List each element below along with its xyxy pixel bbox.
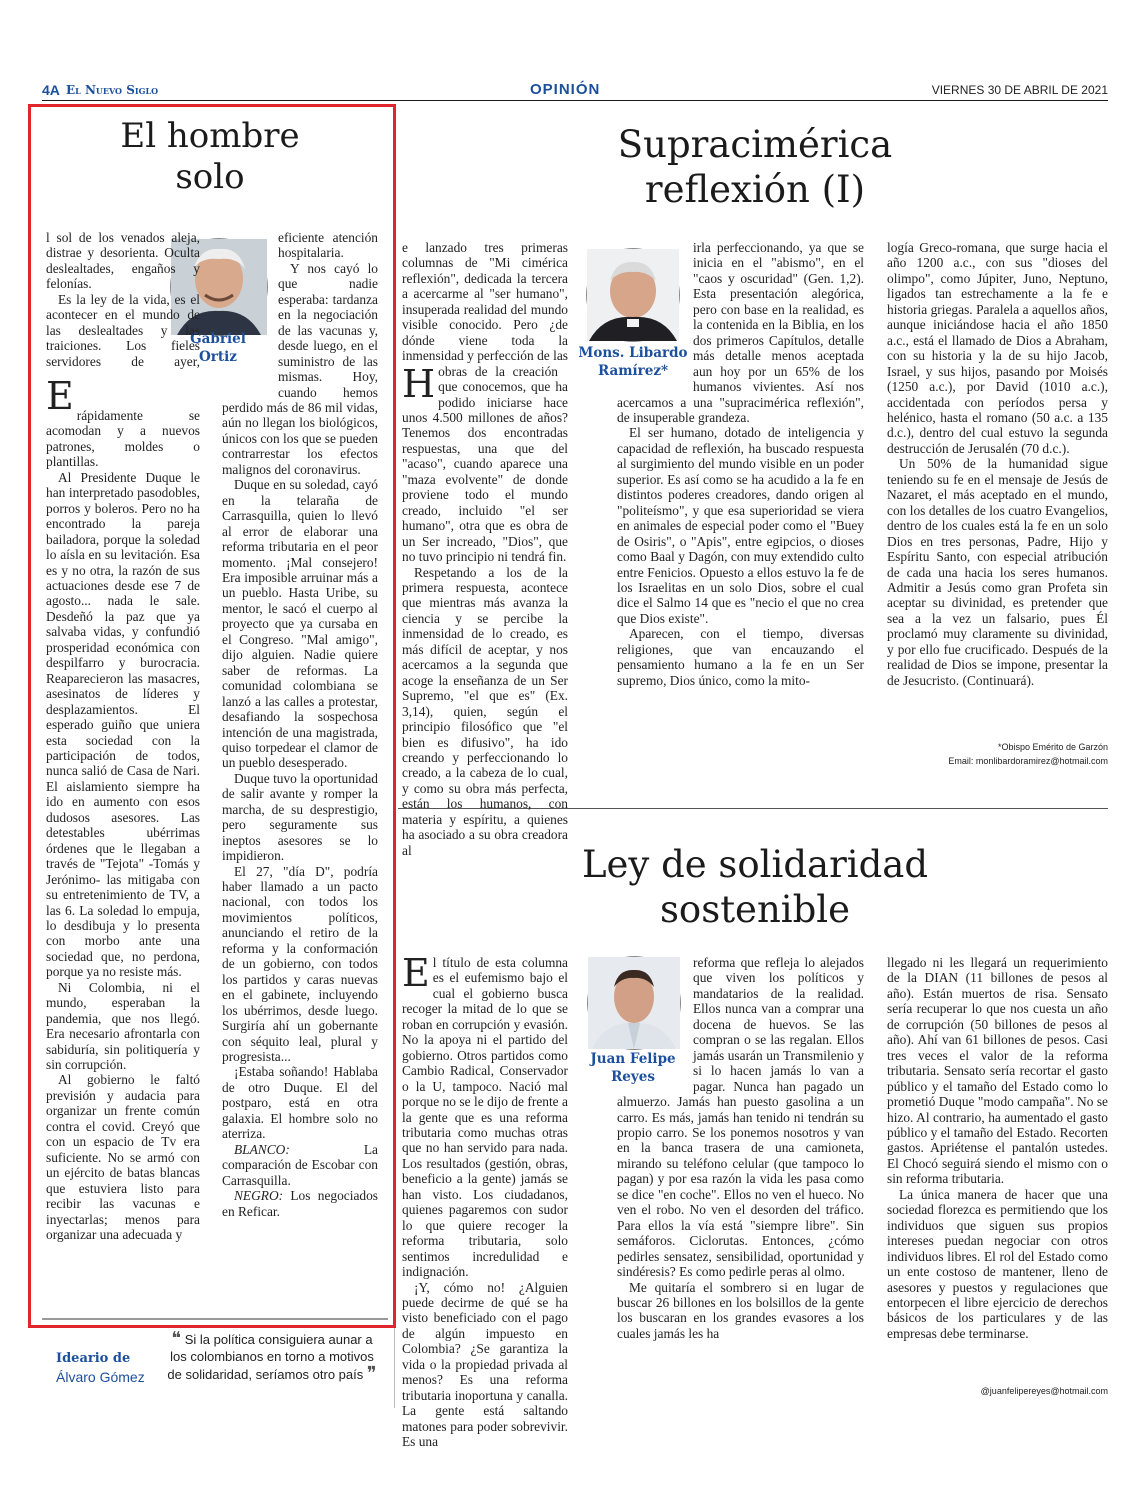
- open-quote-icon: ❝: [171, 1328, 182, 1348]
- paragraph: Duque en su soledad, cayó en la telaraña de Carrasquilla, quien lo llevó al error de elaborar una reforma tributaria en el peor momento. ¡Mal consejero! Era imposible arruinar más a un pueblo. Hasta Uribe, su mentor, le sacó el cuerpo al proyecto que ya cursaba en el Congreso. "Mal amigo", dijo alguien. Nadie quiere saber de reformas. La comunidad colombiana se lanzó a las calles a protestar, desafiando la sospechosa intención de una magistrada, quiso torpedear el clamor de un pueblo desesperado.: [222, 477, 378, 771]
- paragraph: eficiente atención hospitalaria.: [278, 230, 378, 261]
- paragraph: e lanzado tres primeras columnas de "Mi cimérica reflexión", dedicada la tercera a acercarme al "ser humano", insuperada realidad del mundo visible conocido. Pero ¿de dónde viene toda la inmensidad y perfección de las obras de la creación que conocemos, que ha podido iniciarse hace unos 4.500 millones de años? Tenemos dos encontradas respuestas, una que del "acaso", cuando aparece una "maza evolvente" de donde proviene todo el mundo creado, incluido "el ser humano", otra que es obra de un Ser increado, "Dios", que no tuvo principio ni tendrá fin.: [402, 240, 568, 565]
- article2-title: Supracimérica reflexión (I): [617, 123, 893, 212]
- article3-column-1: [402, 951, 568, 1450]
- paragraph: Un 50% de la humanidad sigue teniendo su fe en el mensaje de Jesús de Nazaret, el más aceptado en el mundo, con los detalles de los cuatro Evangelios, dentro de los cuales está la fe en un solo Dios en tres personas, Padre, Hijo y Espíritu Santo, con especial atribución de cada una hacia los seres humanos. Admitir a Jesús como gran Profeta sin aceptar su divinidad, es pretender que sea a la vez un falsario, pues Él proclamó muy claramente su divinidad, y por ello fue crucificado. Después de la realidad de Dios se impone, presentar la de Jesucristo. (Continuará).: [887, 456, 1108, 688]
- paragraph: Respetando a los de la primera respuesta, acontece que mientras más avanza la ciencia y se percibe la inmensidad de lo creado, es más difícil de aceptar, y nos acercamos a la segunda que acoge la enseñanza de un Ser Supremo, "el que es" (Ex. 3,14), quien, según el principio filosófico que "el bien es difusivo", ha ido creando y perfeccionando lo creado, a la cabeza de lo cual, y como su obra más perfecta, están los humanos, con materia y espíritu, a quienes ha asociado a su obra creadora al: [402, 564, 568, 858]
- article2-column-1: [402, 240, 568, 858]
- article2-column-3: [887, 240, 1108, 735]
- article3-signature: @juanfelipereyes@hotmail.com: [980, 1386, 1108, 1396]
- ideario-divider: [42, 1318, 388, 1320]
- paragraph: Es la ley de la vida, es el acontecer en el mundo de las deslealtades y las traiciones. Los fieles servidores de ayer, rápidamente se acomodan y a nuevos patrones, moldes o plantillas.: [46, 291, 200, 470]
- paragraph: Duque tuvo la oportunidad de salir avante y romper la marcha, de su desprestigio, pero seguramente sus ineptos asesores se lo impidieron.: [222, 770, 378, 864]
- ideario-label: Ideario de Álvaro Gómez: [56, 1351, 145, 1385]
- article1-dropcap: E: [46, 374, 74, 418]
- article2-column-2: [617, 240, 864, 770]
- article3-title: Ley de solidaridad sostenible: [581, 843, 929, 932]
- article1-column-right: [222, 230, 378, 1290]
- article1-title: El hombre solo: [120, 116, 300, 198]
- newspaper-name: El Nuevo Siglo: [66, 83, 159, 97]
- paragraph: irla perfeccionando, ya que se inicia en el "abismo", en el "caos y oscuridad" (Gen. 1,2). Esta presentación alegórica, pero con base en la realidad, es la contenida en la Biblia, en los dos primeros Capítulos, detalle más detalle menos aceptada aun hoy por un 65% de los humanos vivientes. Así nos acercamos a una "supracimérica reflexión", de insuperable grandeza.: [617, 240, 864, 425]
- paragraph: l título de esta columna es el eufemismo bajo el cual el gobierno busca recoger la mitad de lo que se roban en corrupción y evasión. No la apoya ni el partido del gobierno. Otros partidos como Cambio Radical, Conservador o la U, tampoco. Nació mal porque no se le dijo de frente a la gente que es una reforma tributaria como muchas otras que no han servido para nada. Los resultados (gestión, obras, beneficio a la gente) jamás se han visto. Los ciudadanos, quienes pagaremos con sudor lo que quiere recoger la reforma tributaria, solo sentimos incredulidad e indignación.: [402, 955, 568, 1280]
- ideario-quote: ❝ Si la política consiguiera aunar a los colombianos en torno a motivos de solidaridad, seríamos otro país ❞: [167, 1328, 377, 1383]
- header-rule: [42, 100, 1108, 101]
- article3-byline: Juan Felipe Reyes: [590, 1051, 676, 1085]
- paragraph: llegado ni les llegará un requerimiento de la DIAN (11 billones de pesos al año). Están muertos de risa. Sensato sería recuperar lo que nos cuesta un año de corrupción (50 billones de pesos al año). Ahí van 61 billones de pesos. Casi tres veces el valor de la reforma tributaria. Sensato sería recortar el gasto público y el tamaño del Estado como lo prometió Duque "modo campaña". No se hizo. Al contrario, ha aumentado el gasto público y el tamaño del Estado. Recorten gastos. Apriétense el pantalón ustedes. El Chocó seguirá siendo el mismo con o sin reforma tributaria.: [887, 955, 1108, 1187]
- article2-byline: Mons. Libardo Ramírez*: [578, 345, 688, 379]
- paragraph: El 27, "día D", podría haber llamado a un pacto nacional, con todos los movimientos políticos, anunciando el retiro de la reforma y la conformación de un gobierno, con todos los partidos y caras nuevas en el gabinete, incluyendo los ubérrimos, desde luego. Surgiría ahí un gobernante con séquito leal, plural y progresista...: [222, 863, 378, 1065]
- article2-dropcap: H: [402, 362, 436, 406]
- paragraph: El ser humano, dotado de inteligencia y capacidad de reflexión, ha buscado respuesta al surgimiento del mundo visible en un poder superior. Es así como se ha acudido a la fe en distintos poderes creadores, dando origen al "politeísmo", y que esa superioridad se viera en animales de especial poder como el "Buey de Osiris", o "Apis", entre egipcios, o dioses como Baal y Dagón, con muy extendido culto entre Fenicios. Opuesto a ellos estuvo la fe de los Israelitas en un solo Dios, sobre el cual dice el Salmo 14 que es "necio el que no crea que Dios existe".: [617, 425, 864, 626]
- paragraph: Al Presidente Duque le han interpretado pasodobles, porros y boleros. Pero no ha encontrado la pareja bailadora, porque la soledad lo aísla en su levitación. Esa es y no otra, la razón de sus actuaciones desde ese 7 de agosto... nada le sale. Desdeñó la paz que ya salvaba vidas, y confundió prosperidad económica con despilfarro y burocracia. Reaparecieron las masacres, asesinatos de líderes y desplazamientos. El esperado guiño que uniera esta sociedad con la participación de todos, nunca salió de Casa de Nari. El aislamiento siempre ha ido en aumento con esos dudosos asesores. Las detestables ubérrimas órdenes que le llegaban a través de "Tejota" -Tomás y Jerónimo- las mitigaba con su entretenimiento de TV, a las 6. La soledad lo empuja, lo desdibuja y lo presenta con morbo ante una sociedad que, no perdona, porque ya no resiste más.: [46, 469, 200, 980]
- paragraph: l sol de los venados aleja, distrae y desorienta. Oculta deslealtades, engaños y felonías.: [46, 230, 200, 292]
- paragraph: logía Greco-romana, que surge hacia el año 1200 a.c., con sus "dioses del olimpo", como Júpiter, Juno, Neptuno, ligados tan estrechamente a la fe e historia griegas. Paralela a aquellos años, aunque iniciándose hacia el año 1850 a.c., está el llamado de Dios a Abraham, con su historia y la de su hijo Jacob, Israel, y sus hijos, pasando por Moisés (1250 a.c.), por David (1010 a.c.), accidentada con períodos persa y helénico, hasta el romano (50 a.c. a 135 d.c.), dentro del cual estuvo la segunda destrucción de Jerusalén (70 d.c.).: [887, 240, 1108, 456]
- section-name: OPINIÓN: [530, 81, 601, 98]
- paragraph: reforma que refleja lo alejados que viven los políticos y mandatarios de la realidad. Ellos nunca van a comprar una docena de huevos. Se las compran o se las regalan. Ellos jamás usarán un Transmilenio y si lo hacen jamás lo van a pagar. Nunca han pagado un almuerzo. Jamás han puesto gasolina a un carro. Es más, jamás han tenido ni tendrán su propio carro. Se los ponemos nosotros y van en la banca trasera de una camioneta, mirando su teléfono celular (que tampoco lo pagan) y por esa razón la vida les pasa como se dice "en coche". Ellos no ven el hueco. No ven el robo. No ven el desorden del tráfico. Para ellos la vía está "siempre libre". Sin semáforos. Ciclorutas. Entonces, ¿cómo pedirles sensatez, sensibilidad, oportunidad y sindéresis? Es como pedirle peras al olmo.: [617, 955, 864, 1280]
- page-header: [42, 82, 1108, 100]
- article3-dropcap: E: [402, 951, 430, 995]
- paragraph: ¡Estaba soñando! Hablaba de otro Duque. El del postparo, está en otra galaxia. El hombre solo no aterriza.: [222, 1064, 378, 1142]
- paragraph: Me quitaría el sombrero si en lugar de buscar 26 billones en los bolsillos de la gente los buscaran en los grandes evasores a los cuales jamás les ha: [617, 1279, 864, 1341]
- paragraph: ¡Y, cómo no! ¿Alguien puede decirme de qué se ha visto beneficiado con el pago de algún impuesto en Colombia? ¿Se garantiza la vida o la propiedad privada al menos? Es una reforma tributaria inoportuna y canalla. La gente está saltando matones para poder sobrevivir. Es una: [402, 1279, 568, 1450]
- article3-column-3: [887, 955, 1108, 1383]
- article1-column-left: [46, 230, 200, 1290]
- article1-byline: Gabriel Ortiz: [190, 331, 246, 365]
- paragraph-negro: NEGRO: Los negociados en Reficar.: [222, 1188, 378, 1219]
- article3-column-2: [617, 955, 864, 1410]
- article2-signature: *Obispo Emérito de Garzón Email: monlibardoramirez@hotmail.com: [948, 742, 1108, 766]
- paragraph: Ni Colombia, ni el mundo, esperaban la pandemia, que nos llegó. Era necesario afrontarla con sabiduría, sin politiquería y sin corrupción.: [46, 979, 200, 1073]
- paragraph: Aparecen, con el tiempo, diversas religiones, que van encauzando el pensamiento humano a la fe en un Ser supremo, Dios único, como la mito-: [617, 626, 864, 688]
- paragraph: Y nos cayó lo que nadie esperaba: tardanza en la negociación de las vacunas y, desde luego, en el suministro de las mismas. Hoy, cuando hemos perdido más de 86 mil vidas, aún no llegan los biológicos, únicos con los que se pueden contrarrestar los efectos malignos del coronavirus.: [222, 260, 378, 477]
- issue-date: VIERNES 30 DE ABRIL DE 2021: [931, 83, 1108, 97]
- paragraph: La única manera de hacer que una sociedad florezca es permitiendo que los individuos que siguen sus propios intereses puedan negociar con otros individuos libres. El rol del Estado como un ente costoso de mantener, lleno de asesores y puestos y regulaciones que entorpecen el libre ejercicio de derechos básicos de los particulares y de las empresas debe terminarse.: [887, 1186, 1108, 1341]
- paragraph-blanco: BLANCO: La comparación de Escobar con Carrasquilla.: [222, 1141, 378, 1188]
- close-quote-icon: ❞: [366, 1363, 377, 1383]
- paragraph: Al gobierno le faltó previsión y audacia para organizar un frente común contra el covid. Creyó que con un espacio de Tv era suficiente. No se armó con un ejército de batas blancas que estuviera listo para recibir las vacunas e inyectarlas; menos para organizar una adecuada y: [46, 1072, 200, 1243]
- page-number: 4A: [42, 82, 60, 98]
